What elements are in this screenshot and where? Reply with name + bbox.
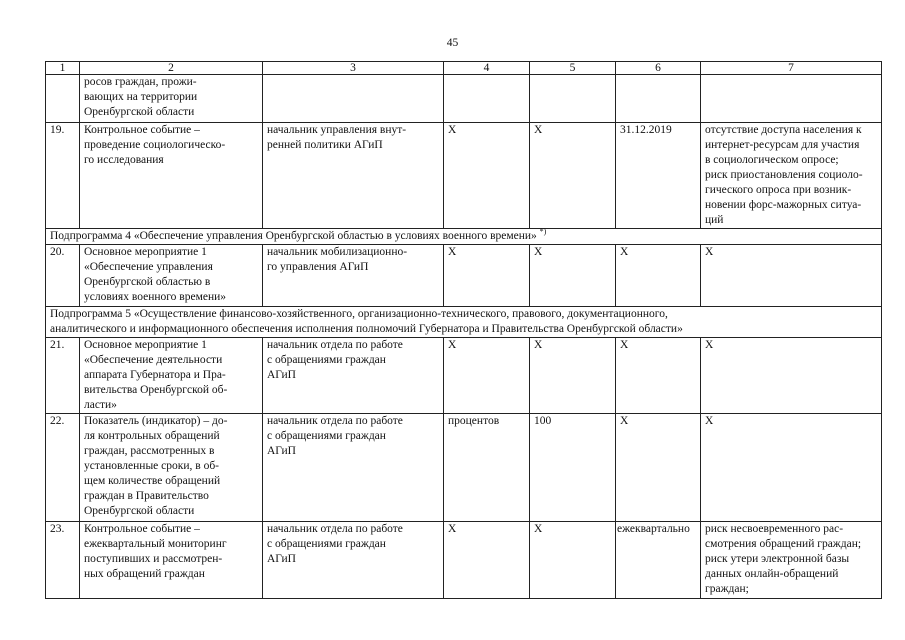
text-line: отсутствие доступа населения к: [705, 124, 862, 136]
responsible-cell: [263, 245, 444, 307]
subprogram-5-title-line: аналитического и информационного обеспечения исполнения полномочий Губернатора и Правительства Оренбургской области»: [50, 323, 683, 335]
responsible-cell: [263, 123, 444, 229]
table-row-22: [46, 414, 882, 522]
column-header-3: 3: [263, 62, 444, 75]
text-line: ежеквартальный мониторинг: [84, 538, 227, 550]
unit-cell: [444, 75, 530, 123]
text-line: вающих на территории: [84, 91, 198, 103]
risk-cell: [701, 75, 882, 123]
text-line: ласти»: [84, 399, 117, 411]
unit-cell: Х: [444, 123, 530, 229]
value-cell: Х: [530, 245, 616, 307]
value-cell: Х: [530, 522, 616, 599]
responsible-cell: [263, 522, 444, 599]
measures-table: [45, 61, 882, 599]
responsible-cell: [263, 338, 444, 414]
responsible-cell: [263, 414, 444, 522]
measure-name-cell: [80, 75, 263, 123]
measure-name-cell: [80, 245, 263, 307]
text-line: ренней политики АГиП: [267, 139, 383, 151]
text-line: начальник отдела по работе: [267, 415, 403, 427]
text-line: АГиП: [267, 553, 296, 565]
text-line: с обращениями граждан: [267, 354, 386, 366]
subprogram-5-heading: [46, 307, 882, 338]
value-cell: 100: [530, 414, 616, 522]
text-line: с обращениями граждан: [267, 430, 386, 442]
deadline-cell: Х: [616, 338, 701, 414]
measure-name-cell: [80, 414, 263, 522]
row-number-cell: 22.: [46, 414, 80, 522]
text-line: вительства Оренбургской об-: [84, 384, 228, 396]
text-line: установленные сроки, в об-: [84, 460, 219, 472]
text-line: начальник отдела по работе: [267, 523, 403, 535]
text-line: гического опроса при возник-: [705, 184, 852, 196]
unit-cell: процентов: [444, 414, 530, 522]
measure-name-cell: [80, 522, 263, 599]
text-line: риск приостановления социоло-: [705, 169, 863, 181]
column-header-5: 5: [530, 62, 616, 75]
unit-cell: Х: [444, 522, 530, 599]
risk-cell: Х: [701, 338, 882, 414]
text-line: риск утери электронной базы: [705, 553, 850, 565]
column-header-7: 7: [701, 62, 882, 75]
subprogram-5-title-line: Подпрограмма 5 «Осуществление финансово-хозяйственного, организационно-технического, правового, документационного,: [50, 308, 668, 320]
page-number: 45: [446, 37, 459, 49]
text-line: данных онлайн-обращений: [705, 568, 839, 580]
text-line: начальник мобилизационно-: [267, 246, 408, 258]
risk-cell: Х: [701, 414, 882, 522]
text-line: новении форс-мажорных ситуа-: [705, 199, 862, 211]
text-line: граждан в Правительство: [84, 490, 209, 502]
column-header-4: 4: [444, 62, 530, 75]
text-line: «Обеспечение деятельности: [84, 354, 223, 366]
text-line: АГиП: [267, 445, 296, 457]
unit-cell: Х: [444, 338, 530, 414]
risk-cell: [701, 123, 882, 229]
risk-cell: Х: [701, 245, 882, 307]
column-header-1: 1: [46, 62, 80, 75]
text-line: в социологическом опросе;: [705, 154, 839, 166]
text-line: риск несвоевременного рас-: [705, 523, 844, 535]
deadline-cell: [616, 75, 701, 123]
subprogram-5-row: [46, 307, 882, 338]
subprogram-4-title: Подпрограмма 4 «Обеспечение управления Оренбургской областью в условиях военного времени»: [50, 230, 537, 242]
deadline-cell: 31.12.2019: [616, 123, 701, 229]
deadline-cell: Х: [616, 245, 701, 307]
text-line: начальник отдела по работе: [267, 339, 403, 351]
row-number-cell: 19.: [46, 123, 80, 229]
text-line: Оренбургской области: [84, 505, 195, 517]
text-line: ций: [705, 214, 724, 226]
text-line: с обращениями граждан: [267, 538, 386, 550]
measure-name-cell: [80, 338, 263, 414]
text-line: проведение социологическо-: [84, 139, 226, 151]
text-line: условиях военного времени»: [84, 291, 227, 303]
column-header-2: 2: [80, 62, 263, 75]
footnote-mark: *): [539, 227, 547, 237]
value-cell: Х: [530, 123, 616, 229]
text-line: Показатель (индикатор) – до-: [84, 415, 228, 427]
table-row-23: [46, 522, 882, 599]
column-number-row: [46, 62, 882, 75]
text-line: аппарата Губернатора и Пра-: [84, 369, 226, 381]
row-number-cell: 23.: [46, 522, 80, 599]
text-line: го управления АГиП: [267, 261, 369, 273]
deadline-cell: ежеквартально: [616, 522, 701, 599]
row-number-cell: [46, 75, 80, 123]
text-line: Оренбургской области: [84, 106, 195, 118]
text-line: росов граждан, прожи-: [84, 76, 197, 88]
column-header-6: 6: [616, 62, 701, 75]
text-line: ля контрольных обращений: [84, 430, 220, 442]
deadline-cell: Х: [616, 414, 701, 522]
table-row-21: [46, 338, 882, 414]
value-cell: [530, 75, 616, 123]
measure-name-cell: [80, 123, 263, 229]
subprogram-4-heading: [46, 229, 882, 245]
text-line: Контрольное событие –: [84, 523, 200, 535]
text-line: «Обеспечение управления: [84, 261, 213, 273]
table-row-continuation: [46, 75, 882, 123]
subprogram-4-row: [46, 229, 882, 245]
text-line: интернет-ресурсам для участия: [705, 139, 860, 151]
text-line: щем количестве обращений: [84, 475, 221, 487]
table-row-19: [46, 123, 882, 229]
text-line: ных обращений граждан: [84, 568, 205, 580]
text-line: граждан;: [705, 583, 749, 595]
text-line: Основное мероприятие 1: [84, 246, 207, 258]
text-line: Оренбургской областью в: [84, 276, 211, 288]
responsible-cell: [263, 75, 444, 123]
row-number-cell: 20.: [46, 245, 80, 307]
text-line: Основное мероприятие 1: [84, 339, 207, 351]
text-line: смотрения обращений граждан;: [705, 538, 862, 550]
text-line: го исследования: [84, 154, 164, 166]
table-row-20: [46, 245, 882, 307]
text-line: начальник управления внут-: [267, 124, 407, 136]
row-number-cell: 21.: [46, 338, 80, 414]
text-line: АГиП: [267, 369, 296, 381]
unit-cell: Х: [444, 245, 530, 307]
text-line: Контрольное событие –: [84, 124, 200, 136]
risk-cell: [701, 522, 882, 599]
text-line: граждан, рассмотренных в: [84, 445, 215, 457]
text-line: поступивших и рассмотрен-: [84, 553, 223, 565]
value-cell: Х: [530, 338, 616, 414]
